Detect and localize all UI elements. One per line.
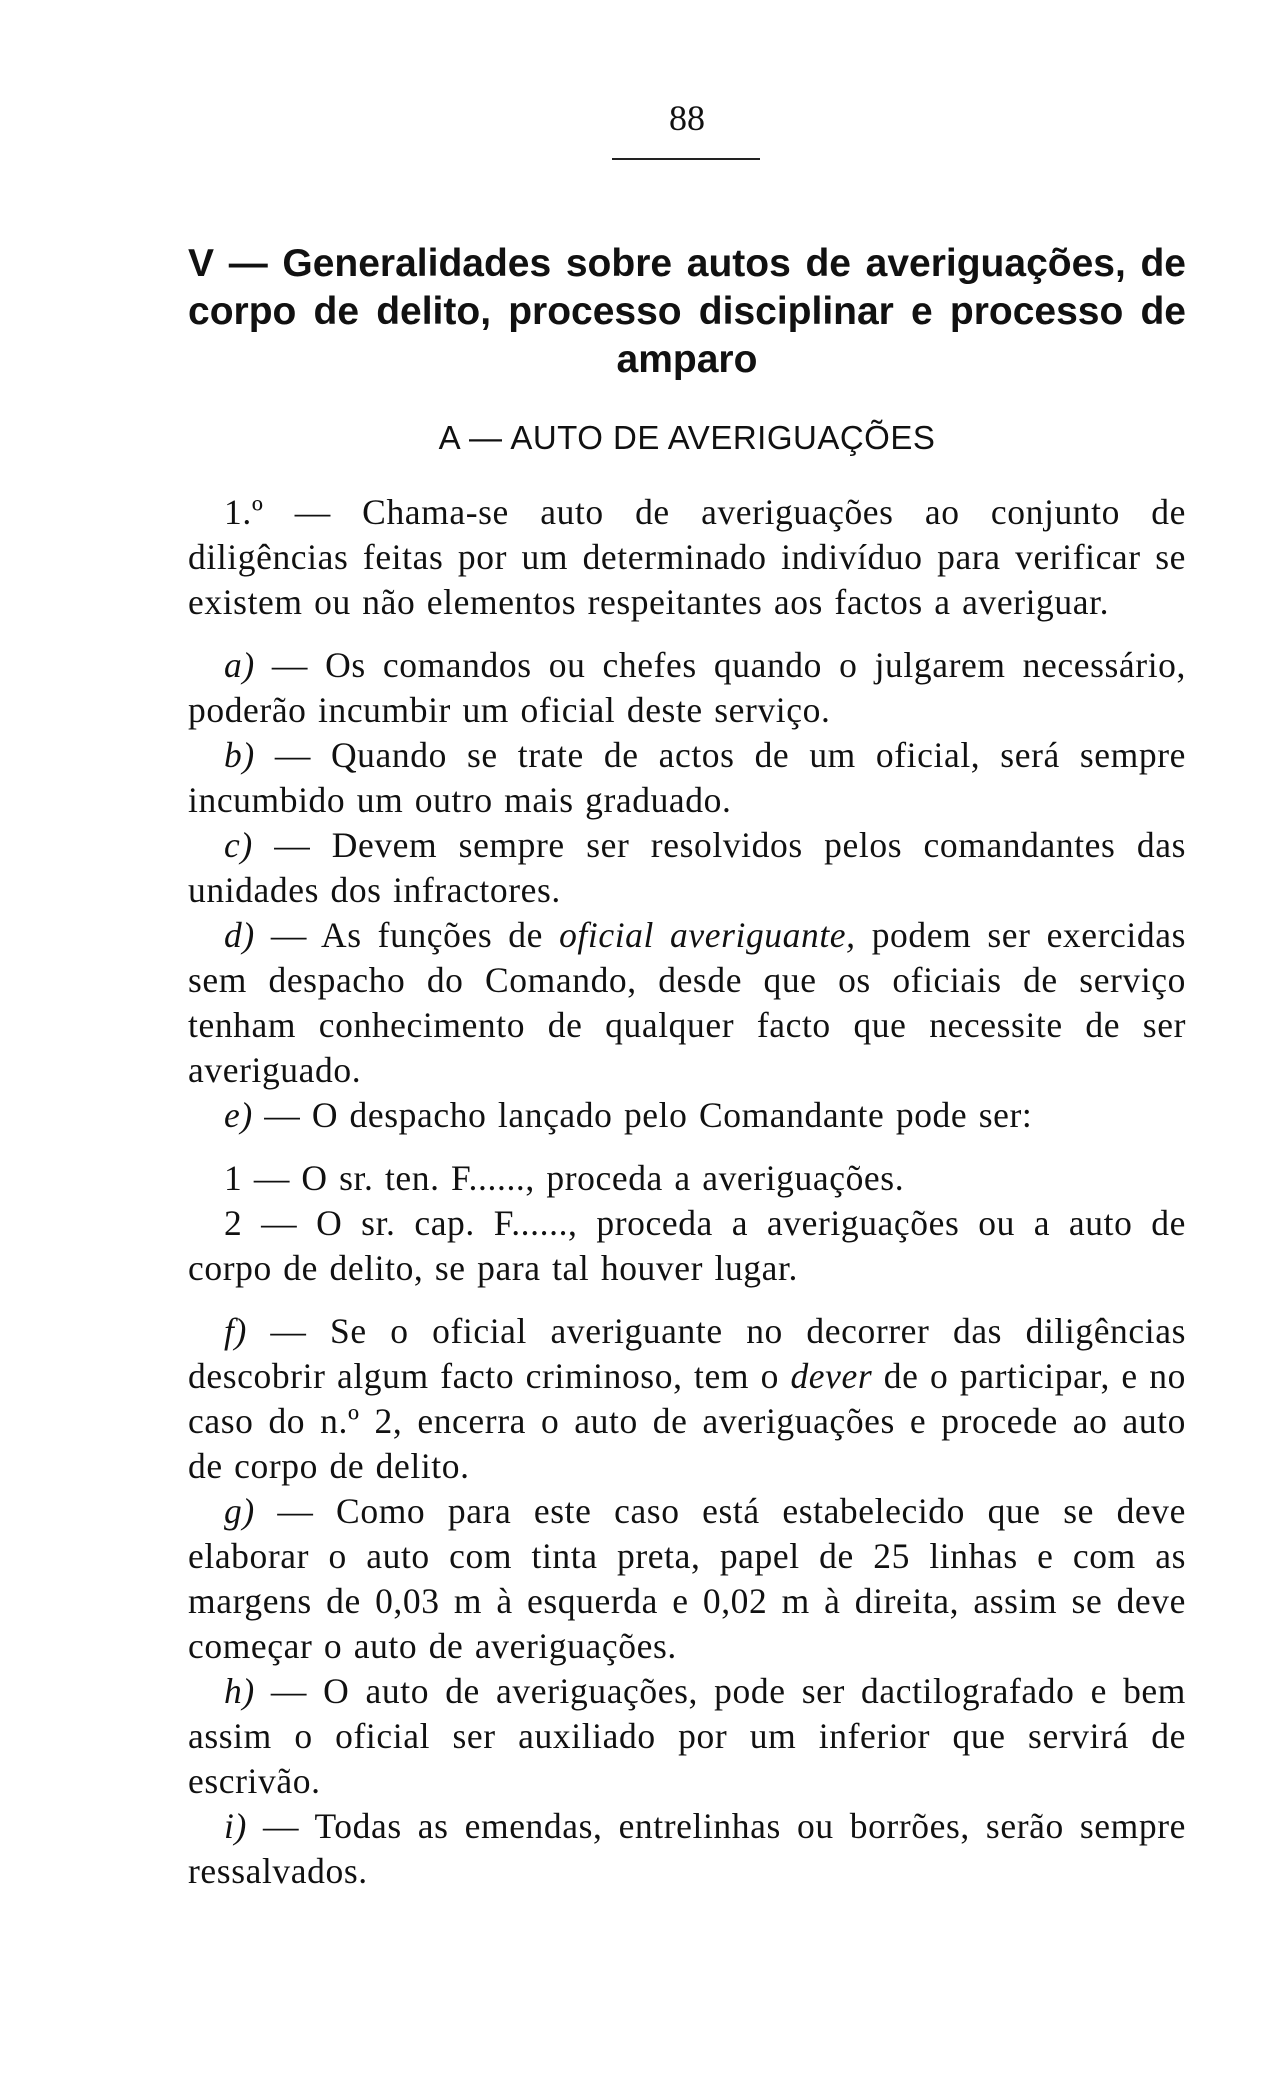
item-d [188, 913, 1186, 1093]
paragraph-1: 1.º — Chama-se auto de averiguações ao conjunto de diligências feitas por um determinado indivíduo para verificar se existem ou não elementos respeitantes aos factos a averiguar. [188, 492, 1186, 622]
item-f-label: f) [224, 1311, 247, 1351]
item-c-label: c) [224, 825, 253, 865]
item-e [188, 1093, 1186, 1138]
item-c [188, 823, 1186, 913]
item-b-text: — Quando se trate de actos de um oficial, será sempre incumbido um outro mais graduado. [188, 735, 1186, 820]
item-d-text-2: podem ser exercidas sem despacho do Comando, desde que os oficiais de serviço tenham conhecimento de qualquer facto que necessite de ser averiguado. [188, 915, 1186, 1090]
section-title: A — AUTO DE AVERIGUAÇÕES [438, 419, 936, 456]
item-b-label: b) [224, 735, 255, 775]
item-i [188, 1804, 1186, 1894]
item-e-option-1: 1 — O sr. ten. F......, proceda a averiguações. [224, 1158, 905, 1198]
item-b [188, 733, 1186, 823]
item-c-text: — Devem sempre ser resolvidos pelos comandantes das unidades dos infractores. [188, 825, 1186, 910]
item-g-label: g) [224, 1491, 255, 1531]
body-text [188, 490, 1186, 1894]
item-f-text-2: de o participar, e no caso do n.º 2, encerra o auto de averiguações e procede ao auto de corpo de delito. [188, 1356, 1186, 1486]
page-number: 88 [669, 98, 705, 138]
item-e-option-2: 2 — O sr. cap. F......, proceda a averiguações ou a auto de corpo de delito, se para tal houver lugar. [188, 1203, 1186, 1288]
item-h-label: h) [224, 1671, 255, 1711]
item-e-label: e) [224, 1095, 253, 1135]
page-number-rule [612, 158, 760, 160]
item-a-label: a) [224, 645, 255, 685]
item-f-text-1: — Se o oficial averiguante no decorrer das diligências descobrir algum facto criminoso, tem o [188, 1311, 1186, 1396]
item-g [188, 1489, 1186, 1669]
item-i-text: — Todas as emendas, entrelinhas ou borrões, serão sempre ressalvados. [188, 1806, 1186, 1891]
item-d-italic-term: oficial averiguante, [559, 915, 856, 955]
item-g-text: — Como para este caso está estabelecido que se deve elaborar o auto com tinta preta, papel de 25 linhas e com as margens de 0,03 m à esquerda e 0,02 m à direita, assim se deve começar o auto de averiguações. [188, 1491, 1186, 1666]
item-e-text: — O despacho lançado pelo Comandante pode ser: [252, 1095, 1033, 1135]
book-page [188, 0, 1186, 2096]
item-h-text: — O auto de averiguações, pode ser dactilografado e bem assim o oficial ser auxiliado por um inferior que servirá de escrivão. [188, 1671, 1186, 1801]
item-i-label: i) [224, 1806, 247, 1846]
item-a [188, 643, 1186, 733]
chapter-title: V — Generalidades sobre autos de averiguações, de corpo de delito, processo disciplinar e processo de amparo [188, 242, 1186, 381]
item-a-text: — Os comandos ou chefes quando o julgarem necessário, poderão incumbir um oficial deste serviço. [188, 645, 1186, 730]
item-h [188, 1669, 1186, 1804]
item-d-text-1: — As funções de [254, 915, 560, 955]
item-f-italic-term: dever [790, 1356, 873, 1396]
item-f [188, 1309, 1186, 1489]
item-d-label: d) [224, 915, 255, 955]
